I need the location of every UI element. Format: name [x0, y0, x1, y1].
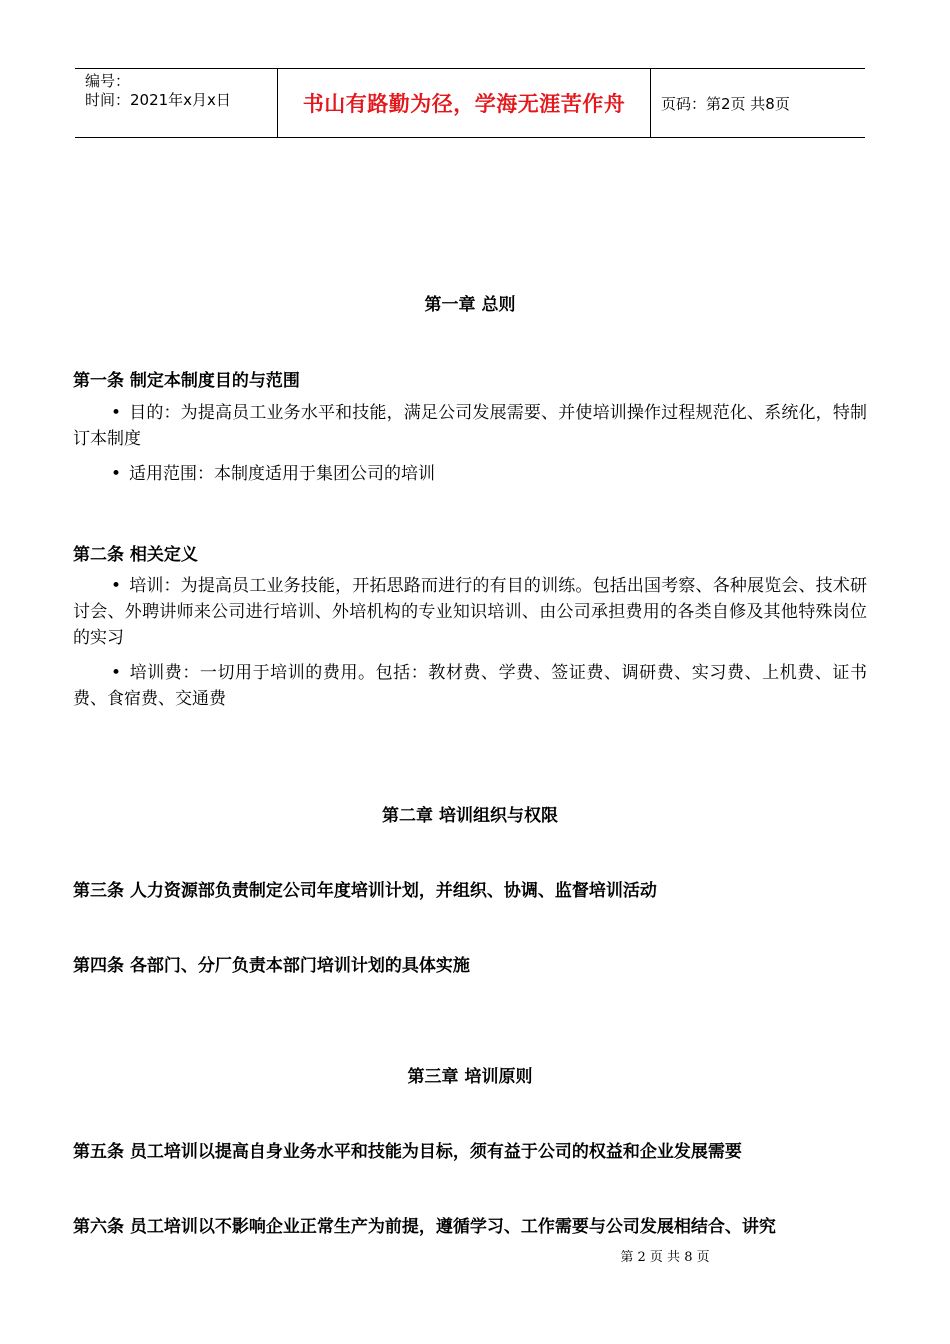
article-6-title: 第六条 员工培训以不影响企业正常生产为前提，遵循学习、工作需要与公司发展相结合、讲究 — [73, 1217, 776, 1237]
article-4-title: 第四条 各部门、分厂负责本部门培训计划的具体实施 — [73, 956, 470, 976]
article-1-bullet-purpose — [73, 400, 867, 452]
bullet-text: 适用范围：本制度适用于集团公司的培训 — [129, 464, 436, 484]
article-2-title: 第二条 相关定义 — [73, 545, 198, 565]
document-number-label: 编号： — [85, 72, 131, 90]
header-motto: 书山有路勤为径，学海无涯苦作舟 — [278, 69, 651, 137]
bullet-text: 培训：为提高员工业务技能，开拓思路而进行的有目的训练。包括出国考察、各种展览会、技术研讨会、外聘讲师来公司进行培训、外培机构的专业知识培训、由公司承担费用的各类自修及其他特殊岗位的实习 — [73, 576, 867, 648]
bullet-text: 目的：为提高员工业务水平和技能，满足公司发展需要、并使培训操作过程规范化、系统化，特制订本制度 — [73, 403, 867, 449]
header-page-info: 页码：第2页 共8页 — [661, 94, 790, 113]
article-1-bullet-scope — [73, 461, 867, 487]
bullet-dot: • — [111, 464, 122, 484]
document-date-label: 时间：2021年x月x日 — [85, 91, 231, 109]
article-1-title: 第一条 制定本制度目的与范围 — [73, 371, 300, 391]
bullet-dot: • — [111, 403, 122, 423]
page-header — [75, 68, 865, 138]
article-2-bullet-training — [73, 573, 867, 651]
article-2-bullet-fees — [73, 660, 867, 712]
bullet-dot: • — [111, 576, 122, 596]
bullet-dot: • — [111, 663, 122, 683]
article-5-title: 第五条 员工培训以提高自身业务水平和技能为目标，须有益于公司的权益和企业发展需要 — [73, 1142, 742, 1162]
chapter-2-title: 第二章 培训组织与权限 — [382, 806, 558, 826]
chapter-3-title: 第三章 培训原则 — [407, 1067, 533, 1087]
chapter-1-title: 第一章 总则 — [424, 295, 516, 315]
article-3-title: 第三条 人力资源部负责制定公司年度培训计划，并组织、协调、监督培训活动 — [73, 881, 657, 901]
bullet-text: 培训费：一切用于培训的费用。包括：教材费、学费、签证费、调研费、实习费、上机费、证书费、食宿费、交通费 — [73, 663, 867, 709]
page-footer: 第 2 页 共 8 页 — [620, 1250, 710, 1265]
header-meta-cell — [75, 69, 278, 137]
